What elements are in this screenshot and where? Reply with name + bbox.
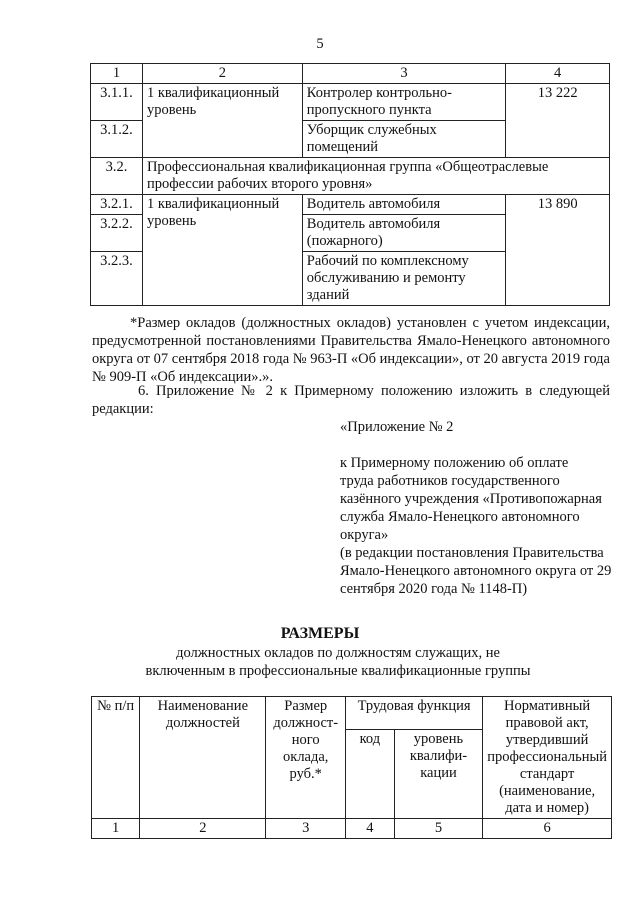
header-cell: 1	[91, 64, 143, 84]
row-number: 3.2.3.	[91, 252, 143, 306]
number-cell: 3	[266, 819, 346, 839]
item-6-paragraph: 6. Приложение № 2 к Примерному положению изложить в следующей редакции:	[92, 383, 610, 417]
annex-title: «Приложение № 2	[340, 419, 454, 435]
footnote-paragraph: *Размер окладов (должностных окладов) установлен с учетом индексации, предусмотренной постановлениями Правительства Ямало-Ненецкого автономного округа от 07 сентября 2018 года № 963-П «Об индексации», от 20 августа 2019 года № 909-П «Об индексации».».	[92, 315, 610, 385]
header-cell: 3	[302, 64, 506, 84]
table-header-row	[91, 64, 610, 84]
table-header-row	[92, 697, 612, 730]
row-number: 3.2.2.	[91, 215, 143, 252]
table-row	[91, 158, 610, 195]
table-number-row	[92, 819, 612, 839]
number-cell: 1	[92, 819, 140, 839]
qualification-level: 1 квалификационный уровень	[142, 195, 302, 306]
number-cell: 2	[140, 819, 266, 839]
qualification-table	[90, 63, 610, 306]
table-row	[91, 84, 610, 121]
number-cell: 4	[346, 819, 395, 839]
position-name: Водитель автомобиля (пожарного)	[302, 215, 506, 252]
table-row	[91, 195, 610, 215]
col-act-header: Нормативный правовой акт, утвердивший профессиональный стандарт (наименование, дата и номер)	[483, 697, 612, 819]
salary-value: 13 222	[506, 84, 610, 158]
section-title: РАЗМЕРЫ	[280, 625, 360, 642]
section-subtitle: должностных окладов по должностям служащих, не включенным в профессиональные квалификационные группы	[145, 645, 531, 679]
header-cell: 2	[142, 64, 302, 84]
position-name: Рабочий по комплексному обслуживанию и ремонту зданий	[302, 252, 506, 306]
header-cell: 4	[506, 64, 610, 84]
row-number: 3.2.	[91, 158, 143, 195]
number-cell: 6	[483, 819, 612, 839]
col-level-header: уровень квалифи-кации	[394, 729, 482, 818]
row-number: 3.2.1.	[91, 195, 143, 215]
col-labor-header: Трудовая функция	[346, 697, 483, 730]
qualification-level: 1 квалификационный уровень	[142, 84, 302, 158]
annex-edition: (в редакции постановления Правительства Ямало-Ненецкого автономного округа от 29 сентября 2020 года № 1148-П)	[340, 545, 612, 597]
number-cell: 5	[394, 819, 482, 839]
salary-table	[91, 696, 612, 839]
col-salary-header: Размер должност-ного оклада, руб.*	[266, 697, 346, 819]
position-name: Уборщик служебных помещений	[302, 121, 506, 158]
col-number-header: № п/п	[92, 697, 140, 819]
position-name: Контролер контрольно-пропускного пункта	[302, 84, 506, 121]
row-number: 3.1.1.	[91, 84, 143, 121]
page-number: 5	[316, 36, 324, 52]
col-code-header: код	[346, 729, 395, 818]
col-name-header: Наименование должностей	[140, 697, 266, 819]
qualification-group: Профессиональная квалификационная группа «Общеотраслевые профессии рабочих второго уровня»	[142, 158, 609, 195]
position-name: Водитель автомобиля	[302, 195, 506, 215]
annex-body: к Примерному положению об оплате труда работников государственного казённого учреждения «Противопожарная служба Ямало-Ненецкого автономного округа»	[340, 455, 602, 543]
salary-value: 13 890	[506, 195, 610, 306]
row-number: 3.1.2.	[91, 121, 143, 158]
